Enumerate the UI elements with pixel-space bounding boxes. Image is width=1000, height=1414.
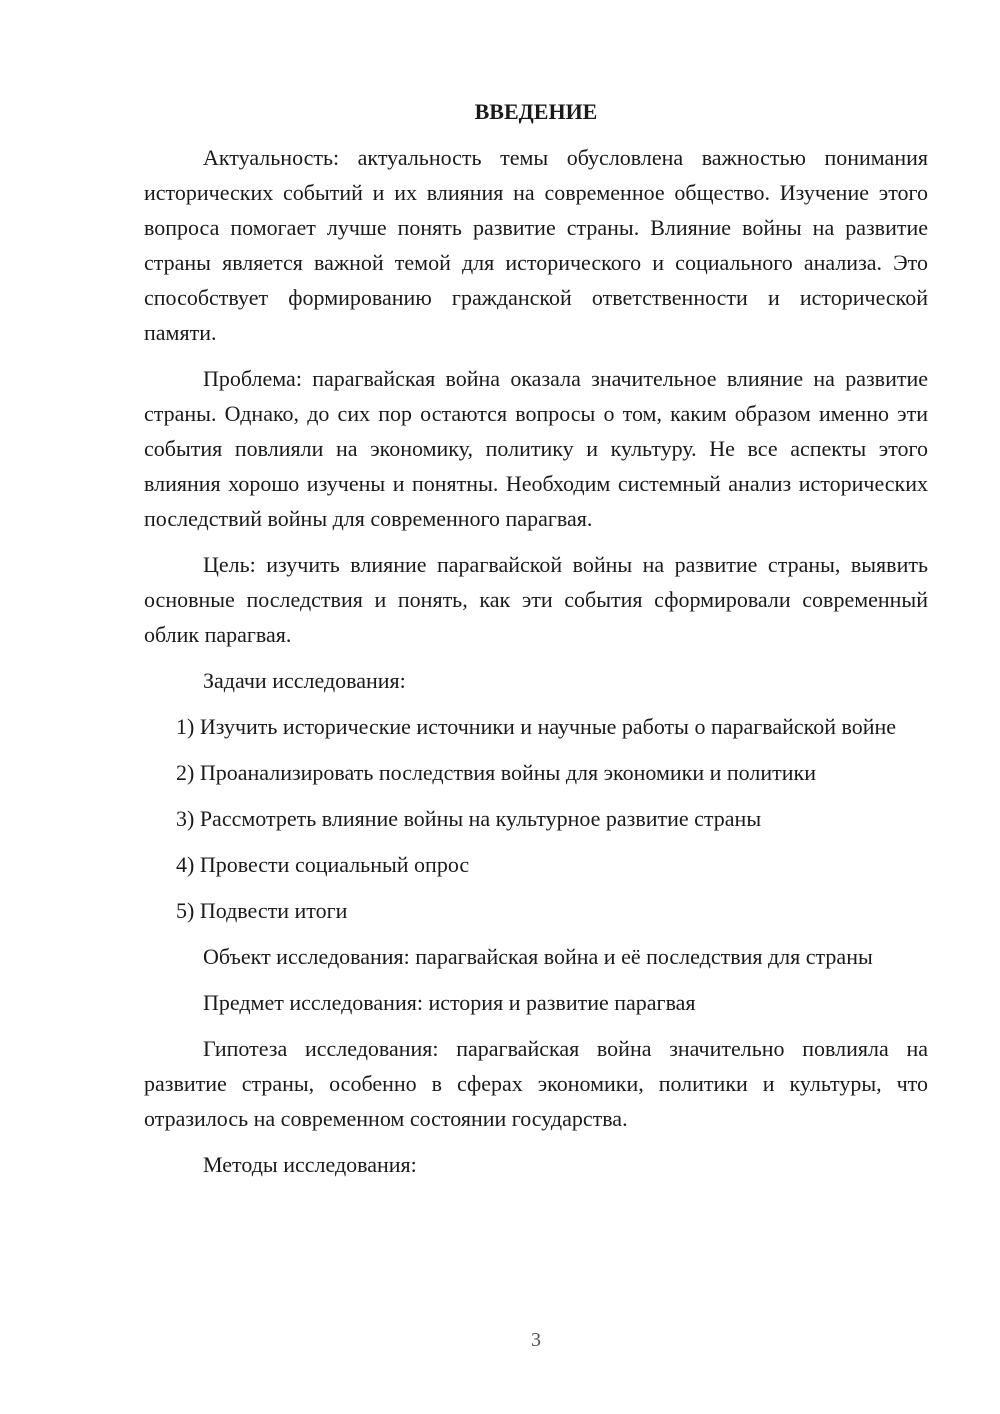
task-item: 4) Провести социальный опрос (176, 852, 470, 877)
task-item: 3) Рассмотреть влияние войны на культурное развитие страны (176, 806, 762, 831)
page-number: 3 (531, 1329, 541, 1351)
task-item: 2) Проанализировать последствия войны для экономики и политики (176, 760, 816, 785)
task-item: 5) Подвести итоги (176, 898, 348, 923)
methods-heading: Методы исследования: (203, 1152, 417, 1177)
paragraph-hypothesis: Гипотеза исследования: парагвайская война значительно повлияла на развитие страны, особенно в сферах экономики, политики и культуры, что отразилось на современном состоянии государства. (144, 1036, 928, 1131)
task-item: 1) Изучить исторические источники и научные работы о парагвайской войне (176, 714, 897, 739)
tasks-heading: Задачи исследования: (203, 668, 406, 693)
paragraph-problem: Проблема: парагвайская война оказала значительное влияние на развитие страны. Однако, до сих пор остаются вопросы о том, каким образом именно эти события повлияли на экономику, политику и культуру. Не все аспекты этого влияния хорошо изучены и понятны. Необходим системный анализ исторических последствий войны для современного парагвая. (144, 366, 928, 531)
paragraph-subject: Предмет исследования: история и развитие парагвая (203, 990, 696, 1015)
paragraph-object: Объект исследования: парагвайская война и её последствия для страны (203, 944, 873, 969)
paragraph-relevance: Актуальность: актуальность темы обусловлена важностью понимания исторических событий и их влияния на современное общество. Изучение этого вопроса помогает лучше понять развитие страны. Влияние войны на развитие страны является важной темой для исторического и социального анализа. Это способствует формированию гражданской ответственности и исторической памяти. (144, 145, 928, 345)
section-title: ВВЕДЕНИЕ (474, 99, 598, 124)
paragraph-goal: Цель: изучить влияние парагвайской войны на развитие страны, выявить основные последствия и понять, как эти события сформировали современный облик парагвая. (144, 552, 928, 647)
page-content (144, 94, 928, 1193)
